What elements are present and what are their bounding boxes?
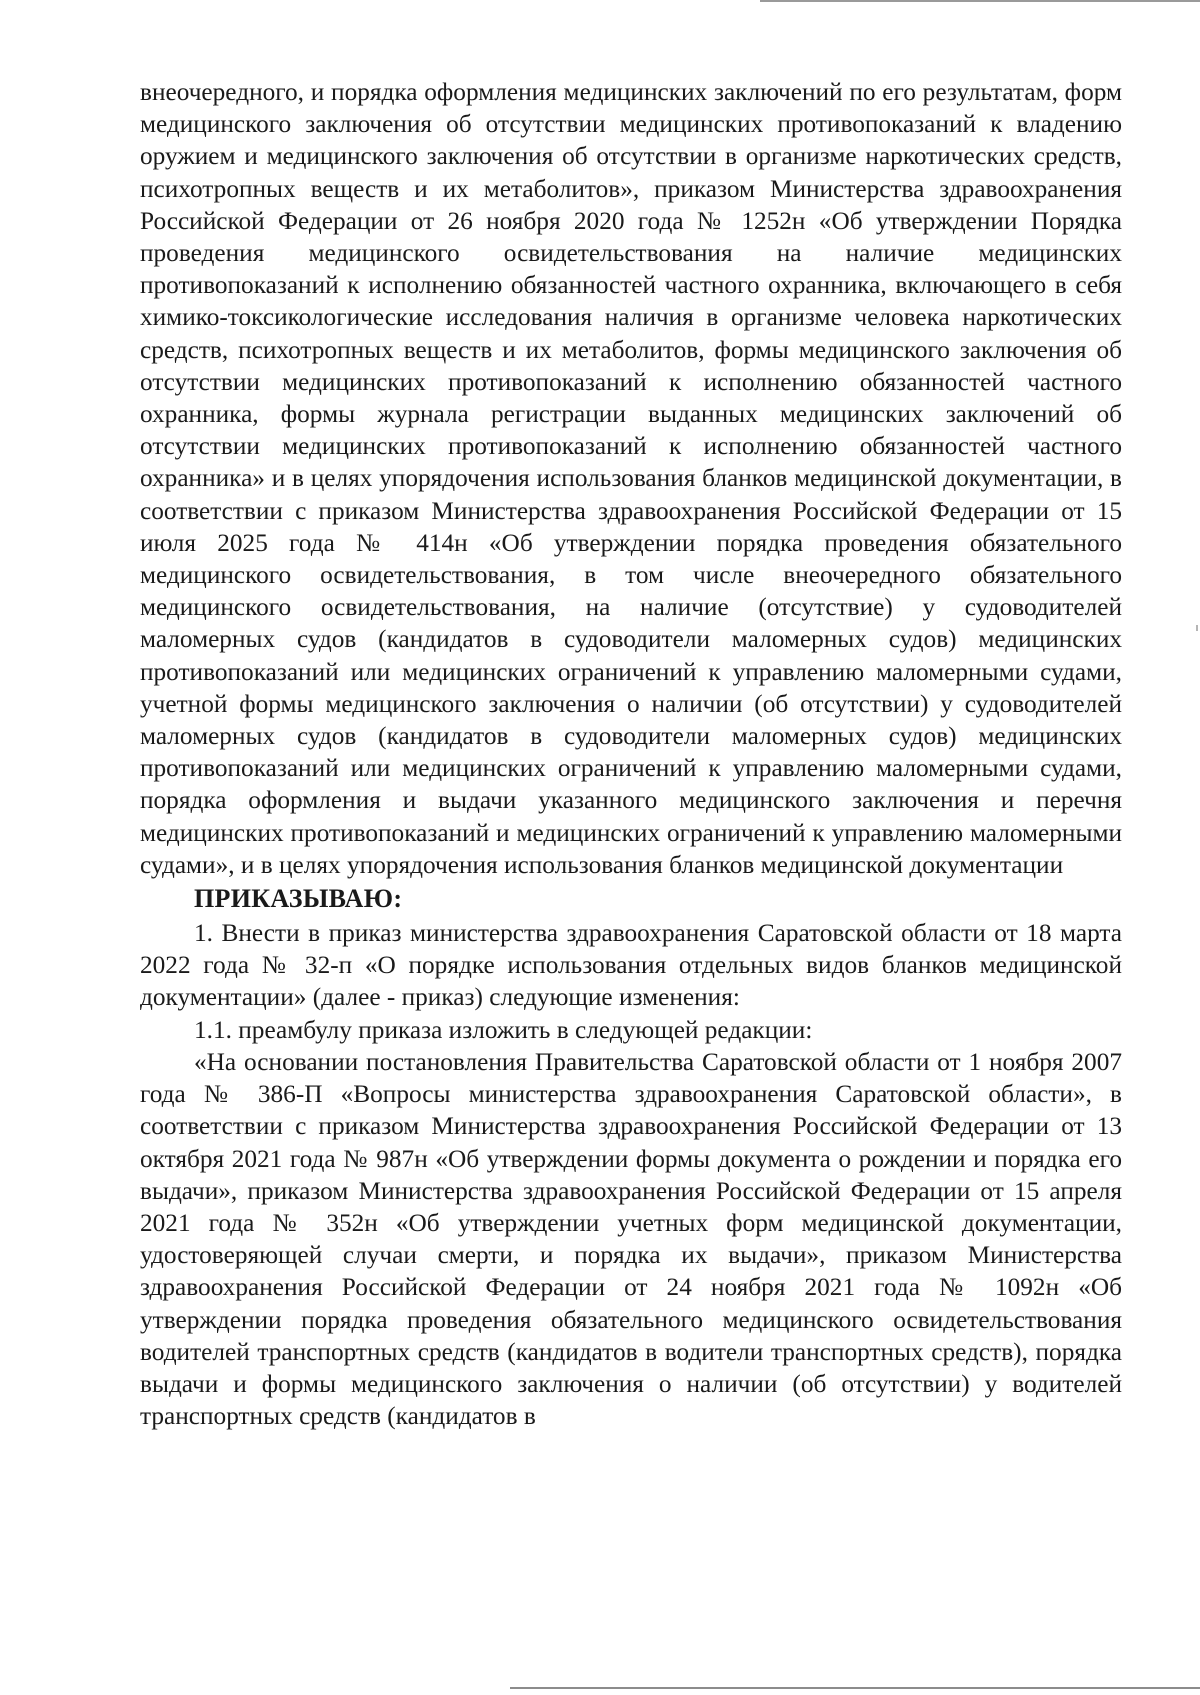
new-preamble-paragraph: «На основании постановления Правительства Саратовской области от 1 ноября 2007 года № 386-П «Вопросы министерства здравоохранения Саратовской области», в соответствии с приказом Министерства здравоохранения Российской Федерации от 13 октября 2021 года № 987н «Об утверждении формы документа о рождении и порядка его выдачи», приказом Министерства здравоохранения Российской Федерации от 15 апреля 2021 года № 352н «Об утверждении учетных форм медицинской документации, удостоверяющей случаи смерти, и порядка их выдачи», приказом Министерства здравоохранения Российской Федерации от 24 ноября 2021 года № 1092н «Об утверждении порядка проведения обязательного медицинского освидетельствования водителей транспортных средств (кандидатов в водители транспортных средств), порядка выдачи и формы медицинского заключения о наличии (об отсутствии) у водителей транспортных средств (кандидатов в <box>140 1047 1122 1431</box>
order-heading: ПРИКАЗЫВАЮ: <box>194 884 403 914</box>
document-page <box>140 76 1122 1432</box>
preamble-paragraph: внеочередного, и порядка оформления медицинских заключений по его результатам, форм медицинского заключения об отсутствии медицинских противопоказаний к владению оружием и медицинского заключения об отсутствии в организме наркотических средств, психотропных веществ и их метаболитов», приказом Министерства здравоохранения Российской Федерации от 26 ноября 2020 года № 1252н «Об утверждении Порядка проведения медицинского освидетельствования на наличие медицинских противопоказаний к исполнению обязанностей частного охранника, включающего в себя химико-токсикологические исследования наличия в организме человека наркотических средств, психотропных веществ и их метаболитов, формы медицинского заключения об отсутствии медицинских противопоказаний к исполнению обязанностей частного охранника, формы журнала регистрации выданных медицинских заключений об отсутствии медицинских противопоказаний к исполнению обязанностей частного охранника» и в целях упорядочения использования бланков медицинской документации, в соответствии с приказом Министерства здравоохранения Российской Федерации от 15 июля 2025 года № 414н «Об утверждении порядка проведения обязательного медицинского освидетельствования, в том числе внеочередного обязательного медицинского освидетельствования, на наличие (отсутствие) у судоводителей маломерных судов (кандидатов в судоводители маломерных судов) медицинских противопоказаний или медицинских ограничений к управлению маломерными судами, учетной формы медицинского заключения о наличии (об отсутствии) у судоводителей маломерных судов (кандидатов в судоводители маломерных судов) медицинских противопоказаний или медицинских ограничений к управлению маломерными судами, порядка оформления и выдачи указанного медицинского заключения и перечня медицинских противопоказаний и медицинских ограничений к управлению маломерными судами», и в целях упорядочения использования бланков медицинской документации <box>140 78 1122 879</box>
item-1-1-paragraph: 1.1. преамбулу приказа изложить в следующей редакции: <box>194 1015 813 1044</box>
item-1-paragraph: 1. Внести в приказ министерства здравоохранения Саратовской области от 18 марта 2022 года № 32-п «О порядке использования отдельных видов бланков медицинской документации» (далее - приказ) следующие изменения: <box>140 919 1122 1012</box>
scan-edge-bottom <box>510 1687 1200 1689</box>
scan-edge-top <box>760 0 1200 2</box>
scan-speck <box>1196 625 1198 631</box>
